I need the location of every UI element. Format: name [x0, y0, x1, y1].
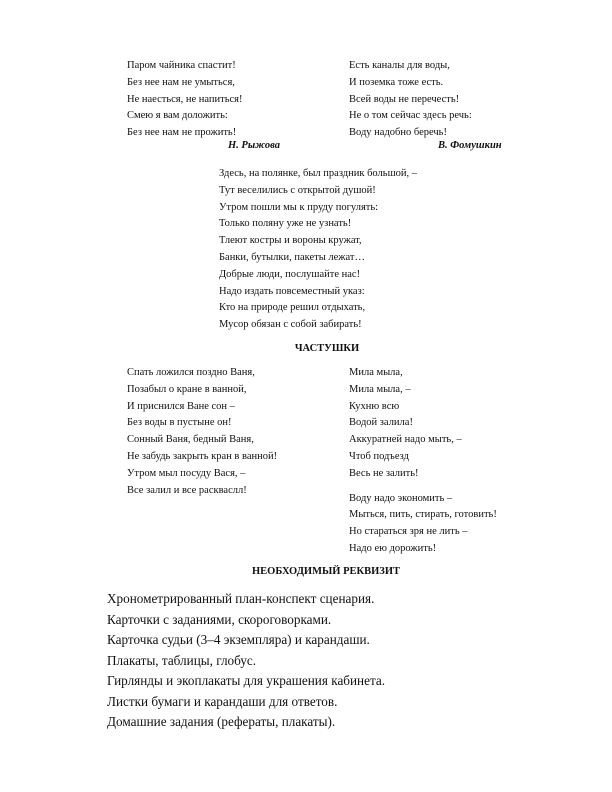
poem-right [349, 58, 472, 142]
poem-line: Без нее нам не прожить! [127, 127, 237, 139]
list-item: Листки бумаги и карандаши для ответов. [107, 693, 338, 709]
poem-right-author: В. Фомушкин [438, 140, 502, 151]
list-item: Хронометрированный план-конспект сценария. [107, 591, 375, 606]
poem-line: Аккуратней надо мыть, – [349, 434, 462, 446]
poem-line: Весь не залить! [349, 467, 419, 479]
poem-line: Чтоб подъезд [349, 450, 409, 462]
poem-line: Надо ею дорожить! [349, 542, 437, 554]
poem-line: И поземка тоже есть. [349, 76, 444, 88]
poem-line: Всей воды не перечесть! [349, 93, 460, 105]
poem-center [219, 166, 417, 334]
requisites-list [107, 589, 385, 733]
poem-line: Здесь, на полянке, был праздник большой, – [219, 168, 418, 179]
poem-line: Только поляну уже не узнать! [219, 218, 352, 230]
poem-line: Спать ложился поздно Ваня, [127, 367, 255, 378]
poem-line: Мыться, пить, стирать, готовить! [349, 509, 497, 521]
list-item: Гирлянды и экоплакаты для украшения кабинета. [107, 673, 386, 688]
poem-line: Мусор обязан с собой забирать! [219, 319, 362, 331]
requisites-title: НЕОБХОДИМЫЙ РЕКВИЗИТ [251, 566, 401, 577]
poem-line: Не о том сейчас здесь речь: [349, 110, 472, 122]
poem-line: Сонный Ваня, бедный Ваня, [127, 434, 254, 446]
poem-line: Смею я вам доложить: [127, 110, 228, 122]
poem-line: Утром мыл посуду Вася, – [127, 467, 246, 479]
poem-line: Утром пошли мы к пруду погулять: [219, 201, 379, 213]
poem-line: Есть каналы для воды, [349, 60, 450, 71]
poem-line: Воду надобно беречь! [349, 127, 447, 139]
poem-line: Банки, бутылки, пакеты лежат… [219, 251, 366, 263]
poem-line: Кухню всю [349, 400, 400, 412]
poem-line: И приснился Ване сон – [127, 400, 235, 412]
poem-line: Мила мыла, [349, 367, 403, 378]
poem-line: Все залил и все раскваслл! [127, 484, 247, 496]
poem-line: Без воды в пустыне он! [127, 417, 232, 429]
poem-line: Позабыл о кране в ванной, [127, 383, 247, 395]
poem-left [127, 58, 243, 142]
list-item: Карточки с заданиями, скороговорками. [107, 611, 332, 627]
chastushki-title: ЧАСТУШКИ [294, 343, 360, 354]
poem-left-author: Н. Рыжова [228, 140, 280, 151]
poem-line: Кто на природе решил отдыхать, [219, 302, 366, 314]
poem-line: Тлеют костры и вороны кружат, [219, 235, 362, 247]
poem-line: Тут веселились с открытой душой! [219, 184, 376, 196]
poem-line: Паром чайника спастит! [127, 60, 236, 71]
list-item: Карточка судьи (3–4 экземпляра) и карандаши. [107, 632, 370, 647]
chastushki-left [127, 365, 277, 499]
poem-line: Не наесться, не напиться! [127, 93, 243, 105]
poem-line: Надо издать повсеместный указ: [219, 285, 365, 297]
list-item: Плакаты, таблицы, глобус. [107, 652, 257, 668]
poem-line: Добрые люди, послушайте нас! [219, 268, 361, 280]
stanza-gap [349, 483, 497, 491]
poem-line: Воду надо экономить – [349, 492, 453, 504]
poem-line: Мила мыла, – [349, 383, 411, 395]
poem-line: Без нее нам не умыться, [127, 76, 235, 88]
poem-line: Но стараться зря не лить – [349, 526, 468, 538]
chastushki-right [349, 365, 497, 558]
list-item: Домашние задания (рефераты, плакаты). [107, 714, 336, 729]
poem-line: Водой залила! [349, 417, 413, 429]
poem-line: Не забудь закрыть кран в ванной! [127, 450, 278, 462]
